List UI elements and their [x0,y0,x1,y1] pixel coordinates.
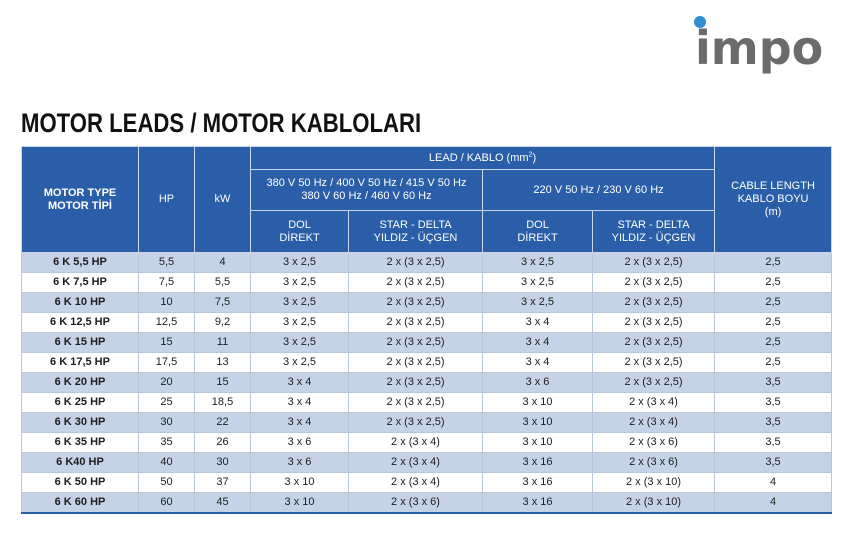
cell-kw: 5,5 [195,273,251,293]
cell-dol-380: 3 x 2,5 [251,353,349,373]
cell-dol-220: 3 x 4 [483,333,593,353]
cell-star-delta-220: 2 x (3 x 2,5) [593,353,715,373]
header-kw: kW [195,147,251,253]
table-row [22,333,832,353]
cell-star-delta-220: 2 x (3 x 4) [593,393,715,413]
header-voltage-380: 380 V 50 Hz / 400 V 50 Hz / 415 V 50 Hz 380 V 60 Hz / 460 V 60 Hz [251,170,483,211]
cell-star-delta-380: 2 x (3 x 2,5) [349,253,483,273]
cell-motor-type: 6 K 25 HP [22,393,139,413]
cell-motor-type: 6 K 20 HP [22,373,139,393]
cell-dol-380: 3 x 6 [251,453,349,473]
cell-hp: 25 [139,393,195,413]
cell-dol-220: 3 x 10 [483,433,593,453]
cell-kw: 4 [195,253,251,273]
table-row [22,253,832,273]
cell-dol-380: 3 x 2,5 [251,253,349,273]
cell-dol-220: 3 x 10 [483,413,593,433]
cell-dol-380: 3 x 2,5 [251,313,349,333]
cell-star-delta-220: 2 x (3 x 2,5) [593,253,715,273]
table-row [22,413,832,433]
cell-dol-220: 3 x 2,5 [483,273,593,293]
cell-dol-220: 3 x 2,5 [483,293,593,313]
header-voltage-220: 220 V 50 Hz / 230 V 60 Hz [483,170,715,211]
cell-dol-220: 3 x 4 [483,353,593,373]
table-row [22,313,832,333]
cell-kw: 18,5 [195,393,251,413]
cell-cable-length: 3,5 [715,453,832,473]
cell-hp: 10 [139,293,195,313]
cell-dol-220: 3 x 10 [483,393,593,413]
cell-motor-type: 6 K 15 HP [22,333,139,353]
cell-hp: 7,5 [139,273,195,293]
cell-motor-type: 6 K40 HP [22,453,139,473]
cell-star-delta-220: 2 x (3 x 2,5) [593,333,715,353]
header-dol-220: DOL DİREKT [483,211,593,253]
header-star-delta-380: STAR - DELTA YILDIZ - ÜÇGEN [349,211,483,253]
cell-dol-380: 3 x 2,5 [251,293,349,313]
cell-hp: 50 [139,473,195,493]
cell-star-delta-220: 2 x (3 x 2,5) [593,373,715,393]
cell-kw: 11 [195,333,251,353]
cell-star-delta-380: 2 x (3 x 2,5) [349,293,483,313]
motor-leads-table [21,146,832,514]
cell-dol-220: 3 x 6 [483,373,593,393]
cell-star-delta-220: 2 x (3 x 6) [593,433,715,453]
cell-cable-length: 2,5 [715,313,832,333]
cell-kw: 15 [195,373,251,393]
cell-star-delta-220: 2 x (3 x 2,5) [593,273,715,293]
cell-dol-220: 3 x 16 [483,493,593,514]
table-header [22,147,832,253]
cell-star-delta-380: 2 x (3 x 2,5) [349,273,483,293]
cell-hp: 40 [139,453,195,473]
cell-hp: 60 [139,493,195,514]
table-body [22,253,832,514]
cell-dol-220: 3 x 2,5 [483,253,593,273]
cell-star-delta-380: 2 x (3 x 2,5) [349,393,483,413]
cell-dol-380: 3 x 4 [251,373,349,393]
cell-dol-220: 3 x 4 [483,313,593,333]
cell-cable-length: 3,5 [715,373,832,393]
cell-hp: 12,5 [139,313,195,333]
cell-dol-220: 3 x 16 [483,453,593,473]
cell-hp: 35 [139,433,195,453]
cell-dol-380: 3 x 6 [251,433,349,453]
header-lead-group: LEAD / KABLO $(mm^2)$ [251,147,715,170]
cell-kw: 9,2 [195,313,251,333]
cell-motor-type: 6 K 10 HP [22,293,139,313]
cell-star-delta-380: 2 x (3 x 2,5) [349,333,483,353]
cell-kw: 13 [195,353,251,373]
cell-dol-380: 3 x 4 [251,413,349,433]
cell-star-delta-220: 2 x (3 x 2,5) [593,313,715,333]
cell-star-delta-220: 2 x (3 x 10) [593,493,715,514]
header-dol-380: DOL DİREKT [251,211,349,253]
table-row [22,453,832,473]
header-star-delta-220: STAR - DELTA YILDIZ - ÜÇGEN [593,211,715,253]
header-hp: HP [139,147,195,253]
cell-star-delta-220: 2 x (3 x 4) [593,413,715,433]
cell-kw: 45 [195,493,251,514]
cell-motor-type: 6 K 50 HP [22,473,139,493]
table-row [22,433,832,453]
cell-star-delta-220: 2 x (3 x 10) [593,473,715,493]
table-row [22,493,832,514]
cell-dol-380: 3 x 10 [251,493,349,514]
cell-motor-type: 6 K 12,5 HP [22,313,139,333]
cell-star-delta-220: 2 x (3 x 6) [593,453,715,473]
logo-wordmark: impo [695,21,824,75]
cell-star-delta-380: 2 x (3 x 2,5) [349,413,483,433]
header-motor-type: MOTOR TYPE MOTOR TİPİ [22,147,139,253]
cell-dol-380: 3 x 4 [251,393,349,413]
cell-star-delta-380: 2 x (3 x 2,5) [349,313,483,333]
cell-kw: 22 [195,413,251,433]
cell-motor-type: 6 K 17,5 HP [22,353,139,373]
cell-cable-length: 2,5 [715,293,832,313]
table-row [22,293,832,313]
cell-hp: 5,5 [139,253,195,273]
cell-hp: 20 [139,373,195,393]
cell-kw: 30 [195,453,251,473]
cell-hp: 15 [139,333,195,353]
table-row [22,353,832,373]
page-title: MOTOR LEADS / MOTOR KABLOLARI [21,108,422,138]
cell-dol-380: 3 x 2,5 [251,273,349,293]
table-row [22,393,832,413]
cell-hp: 17,5 [139,353,195,373]
cell-star-delta-380: 2 x (3 x 6) [349,493,483,514]
cell-star-delta-220: 2 x (3 x 2,5) [593,293,715,313]
cell-kw: 37 [195,473,251,493]
cell-dol-220: 3 x 16 [483,473,593,493]
cell-dol-380: 3 x 2,5 [251,333,349,353]
cell-star-delta-380: 2 x (3 x 4) [349,453,483,473]
cell-motor-type: 6 K 60 HP [22,493,139,514]
cell-cable-length: 2,5 [715,353,832,373]
cell-cable-length: 2,5 [715,333,832,353]
cell-motor-type: 6 K 5,5 HP [22,253,139,273]
cell-star-delta-380: 2 x (3 x 4) [349,433,483,453]
cell-cable-length: 3,5 [715,393,832,413]
cell-star-delta-380: 2 x (3 x 4) [349,473,483,493]
cell-hp: 30 [139,413,195,433]
cell-kw: 7,5 [195,293,251,313]
cell-star-delta-380: 2 x (3 x 2,5) [349,373,483,393]
cell-cable-length: 4 [715,493,832,514]
cell-cable-length: 4 [715,473,832,493]
cell-kw: 26 [195,433,251,453]
cell-star-delta-380: 2 x (3 x 2,5) [349,353,483,373]
cell-cable-length: 3,5 [715,413,832,433]
cell-dol-380: 3 x 10 [251,473,349,493]
impo-logo [693,14,833,84]
table-row [22,273,832,293]
cell-motor-type: 6 K 35 HP [22,433,139,453]
cell-cable-length: 3,5 [715,433,832,453]
header-cable-length: CABLE LENGTH KABLO BOYU (m) [715,147,832,253]
table-row [22,473,832,493]
cell-cable-length: 2,5 [715,273,832,293]
cell-motor-type: 6 K 7,5 HP [22,273,139,293]
cell-cable-length: 2,5 [715,253,832,273]
cell-motor-type: 6 K 30 HP [22,413,139,433]
table-row [22,373,832,393]
